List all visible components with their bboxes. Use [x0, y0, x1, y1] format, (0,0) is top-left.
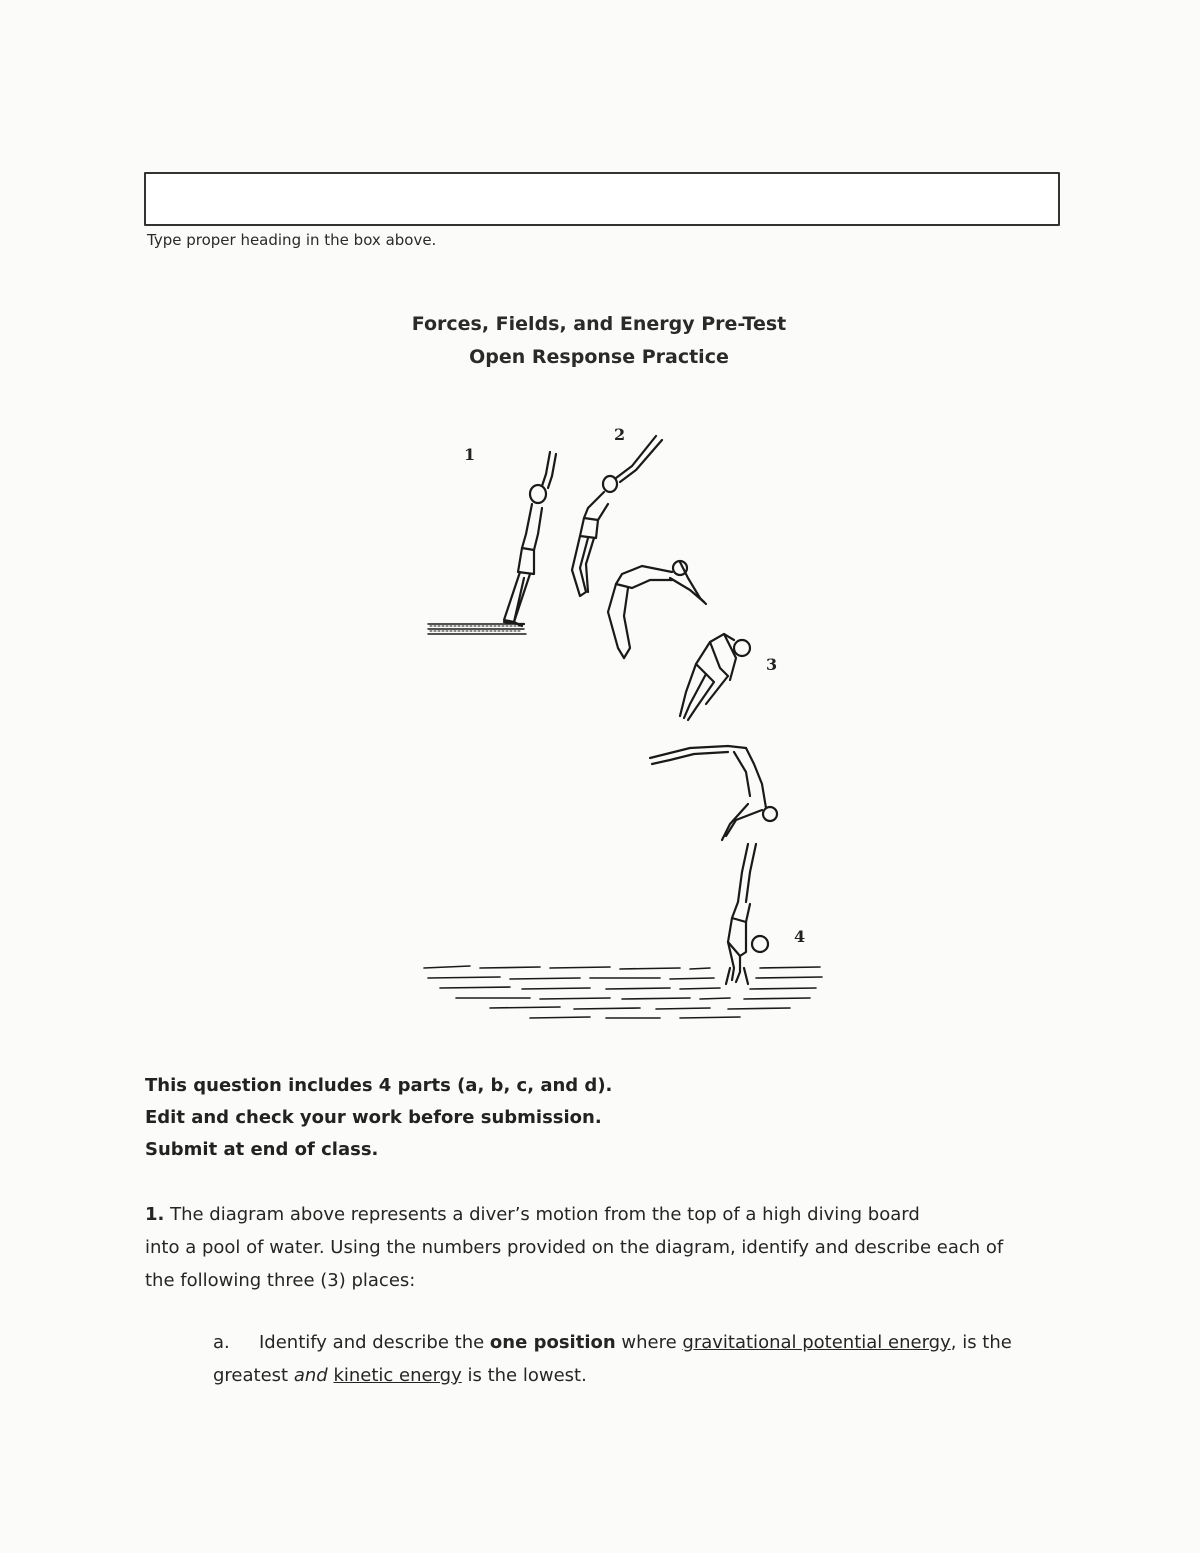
question-number: 1. [145, 1204, 165, 1225]
diver-diagram [410, 412, 840, 1024]
question-1 [145, 1198, 1075, 1297]
instructions [145, 1070, 612, 1166]
question-line-3: the following three (3) places: [145, 1270, 416, 1291]
part-a [213, 1326, 1073, 1392]
diver-figure-straightening [650, 746, 777, 840]
part-a-text: is the lowest. [461, 1365, 587, 1386]
question-line-2: into a pool of water. Using the numbers provided on the diagram, identify and describe each of [145, 1237, 1004, 1258]
part-a-text: Identify and describe the [259, 1332, 490, 1353]
title-line-1: Forces, Fields, and Energy Pre-Test [411, 313, 787, 335]
diver-figure-4 [726, 844, 768, 984]
position-marker-1: 1 [464, 445, 476, 464]
part-a-text: , is the [950, 1332, 1012, 1353]
diver-figure-1 [504, 452, 556, 626]
diver-figure-2 [572, 436, 662, 596]
instruction-line-3: Submit at end of class. [145, 1139, 379, 1160]
instruction-line-1: This question includes 4 parts (a, b, c, and d). [145, 1075, 613, 1096]
instruction-line-2: Edit and check your work before submission. [145, 1107, 602, 1128]
worksheet-title [0, 308, 1200, 374]
part-a-text: where [615, 1332, 683, 1353]
part-a-underlined-term: gravitational potential energy [682, 1332, 951, 1353]
water-surface [424, 966, 822, 1018]
diver-figure-3 [680, 634, 750, 720]
diving-board [428, 624, 526, 634]
question-line-1 [145, 1198, 1075, 1231]
question-text-1: The diagram above represents a diver’s motion from the top of a high diving board [164, 1204, 920, 1225]
position-marker-4: 4 [794, 927, 806, 946]
part-a-letter: a. [213, 1332, 230, 1353]
diver-figure-transition [608, 561, 706, 658]
position-marker-2: 2 [614, 425, 626, 444]
part-a-italic-word: and [293, 1365, 328, 1386]
part-a-bold-phrase: one position [489, 1332, 616, 1353]
position-marker-3: 3 [766, 655, 778, 674]
part-a-underlined-term: kinetic energy [333, 1365, 462, 1386]
part-a-line-1 [213, 1326, 1073, 1359]
heading-hint: Type proper heading in the box above. [147, 231, 437, 249]
heading-input-box[interactable] [144, 172, 1060, 226]
part-a-line-2 [213, 1359, 1073, 1392]
part-a-text: greatest [213, 1365, 294, 1386]
title-line-2: Open Response Practice [469, 346, 729, 368]
